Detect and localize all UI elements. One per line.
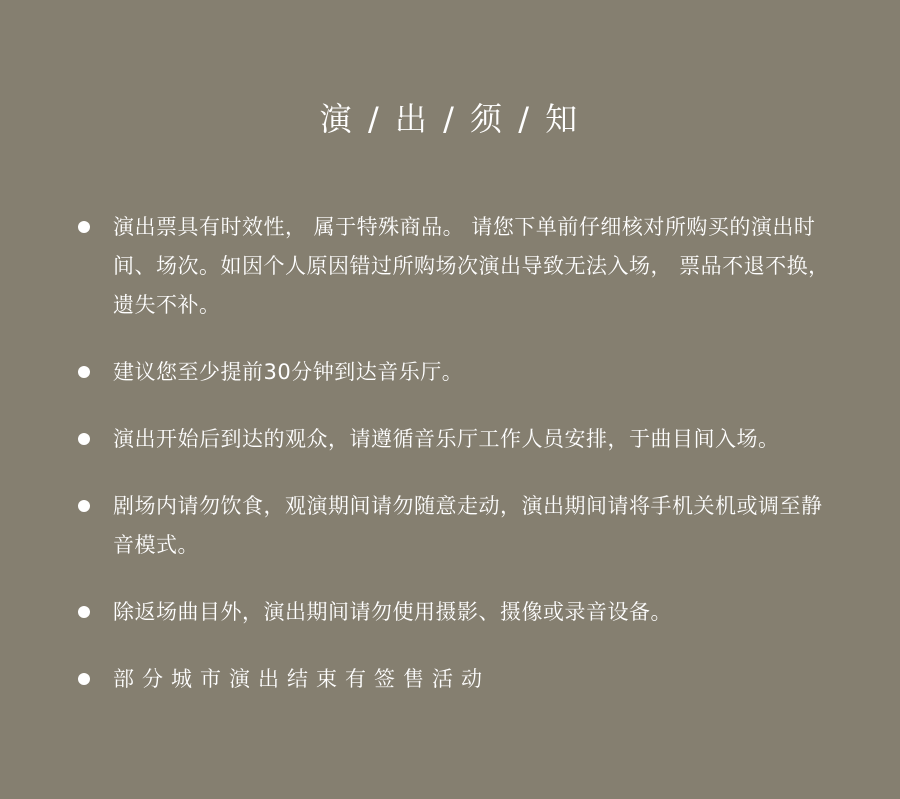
bullet-dot-icon xyxy=(78,366,90,378)
page-title: 演 / 出 / 须 / 知 xyxy=(319,100,581,138)
notice-list xyxy=(0,208,900,727)
bullet-dot-icon xyxy=(78,500,90,512)
notice-text: 除返场曲目外，演出期间请勿使用摄影、摄像或录音设备。 xyxy=(113,600,672,624)
bullet-dot-icon xyxy=(78,221,90,233)
list-item xyxy=(0,420,900,459)
notice-text: 演出开始后到达的观众，请遵循音乐厅工作人员安排，于曲目间入场。 xyxy=(113,427,780,451)
list-item xyxy=(0,208,900,325)
bullet-dot-icon xyxy=(78,606,90,618)
bullet-dot-icon xyxy=(78,433,90,445)
notice-text: 建议您至少提前30分钟到达音乐厅。 xyxy=(113,360,464,384)
list-item xyxy=(0,353,900,392)
notice-text: 演出票具有时效性， 属于特殊商品。 请您下单前仔细核对所购买的演出时间、场次。如因个人原因错过所购场次演出导致无法入场， 票品不退不换，遗失不补。 xyxy=(113,215,830,317)
notice-text: 剧场内请勿饮食，观演期间请勿随意走动，演出期间请将手机关机或调至静音模式。 xyxy=(113,494,823,557)
list-item xyxy=(0,487,900,565)
list-item xyxy=(0,660,900,699)
list-item xyxy=(0,593,900,632)
bullet-dot-icon xyxy=(78,673,90,685)
notice-text: 部分城市演出结束有签售活动 xyxy=(113,667,490,691)
